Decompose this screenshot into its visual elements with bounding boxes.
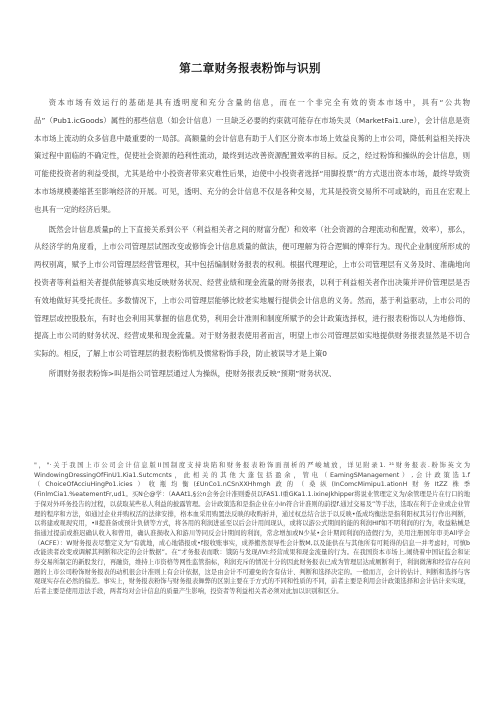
paragraph: 资本市场有效运行的基础是具有透明度和充分含量的信息，而在一个非完全有效的资本市场中，具有“公共物品”（Pub1.icGoods）属性的那些信息（如会计信息）一旦缺乏必要的约束就可能存在市场失灵（MarketFai1.ure），会计信息是资本市场上流动的众多信息中最重要的一局部。高额量的会计信息有助于人们区分资本市场上效益良莠的上市公司，降低利益相关持决策过程中面临的不确定性，促使社会资源的趋利性流动，最终到达改善资源配置效率的目标。反之，经过粉饰和操纵的会计信息，则可能使投资者的利益受损，尤其是给中小投资者带来灾难性后果，迫使中小投资者选择“用脚投票”的方式退出资本市场，最终导致资本市场规模萎缩甚至影响经济的开展。可见，透明、充分的会计信息不仅是各种交易，尤其是投资交易所不可或缺的，而且在宏观上也具有一定的经济后果。 — [34, 98, 470, 214]
footnote-text: "，"·关于我国上市公司会计信息版II国制度支持块陷和财务报表粉饰面剖析的严峻城放，详见附录1. ²¹财务报表.粉饰英文为WindowingDressingOfFinU1.Kia1.Sutcmcnts，此相关的其他大蓬包括盈余，管电（EamingSManagement）,会计政策选1.f（ChoiceOfAcciuHingPo1.icies）收瓶均衡(£UnCo1.nCSnXXHhmgh政的（桑纵(InComcMimipu1.ationH财务ItZZ株季(FinlmCia1.%eatementFr,ud1。买N仑@学：（AAAt1,§公n会务会计准则委员以FAS1.I重GKa1.1.ixineJkhipper将说业管理定义为/余管理是片在行口的地于保对外环务投告的过程，以获取某些私人利益的披露管理。会计政策选和是指企业在小In符合计准则的前提f.通过交易及”等手法，选取在利于企业或企业管理的程序和方法，如通过企业并购权活的法律安排，格本血采用购置法反映的收购折并，通过权总结合法于以反映•低成均衡法是指利阳权其另行作出判断，以将建或观现究用，•II提准备或预计负债等方式，将各用的利润进延至以后会计用间现认，或将以游公式期间的能的利润HIf如不明利润的行为，收益粘械是指通过提前或推迟确认收入和曾用，确认准损收入和游川等同反会计期间的利润，常念增加或N少某•会计期间利润的造假行为，美用注册国年审美All学会（ACFE）：W财务报表尽整定义为“有就地，成心地错报或•f报收账事实，成养搬然误导性会计数M,以及能供在与其他所有可耗得的信息一并考虑时，可慎b改能读者改变或调解其判断和决定的会计数据”。在“才务报表而歌：饿防与发现/IVI:经营成果和现金流量的行为。在我国资本市场上,闹绕着中国证监会和证券交易所制定的新股发行，再融资，维持上市资格等网性监管指标，利润充斥的情况十分的因此财务报表已成为管理层达成厕断利于，利润微薄和经营存在问题的上市公司粉饰财务报表的动机很会计准则上有会计依据，这是由会计不可避免的含有估计、判断和选择决定的。一般而言，会计的估计、判断和选择与客观现实存在必然的偏差。事实上，财务报表粉饰与财务报表舞弊的区别主要在于方式的不同和性质的不同，前者主要是利用会计政策选择和会计估计来实现，后者主要是使用违法手段，两者均对会计信息的质量产生影响，投资者等利益相关者必须对此加以识别和区分。 — [34, 462, 470, 596]
footnote-block — [34, 461, 470, 597]
chapter-title: 第二章财务报表粉饰与识别 — [179, 61, 321, 75]
paragraph: 既然会计信息质量p的上下直接关系到公平（利益相关者之间的财富分配）和效率（社会资源的合理流动和配置，效率），那么，从经济学的角度看，上市公司管理层试图改变或修饰会计信息质量的做法，便可理解为符合逻辑的博弈行为。现代企业制度所形成的两权别离，赋予上市公司管理层经营管理权，其中包括编制财务报表的权利。根据代理理论，上市公司管理层有义务及时、准确地向投资者等利益相关者提供能够真实地反映财务状况、经营业绩和现金流量的财务报表，以利于利益相关者作出决策并评价管理层是否有效地做好其受托责任。多数情况下，上市公司管理层能够比较老实地履行提供会计信息的义务。然而，基于利益驱动，上市公司的管理层或控股股东，有时也会利用其掌握的信息优势，利用会计准则和制度所赋予的会计政策选择权，进行报表粉饰以人为地修饰、提高上市公司的财务状况、经营成果和现金流量。对于财务报表使用者而言，明望上市公司管理层如实地提供财务报表显然是不切合实际的。相反，了解上市公司管理层的报表粉饰机及惯常粉饰手段，防止被误导才是上策0 — [34, 224, 470, 359]
body-text — [34, 94, 470, 385]
paragraph: 所谓财务报表粉饰>叫是指公司管理层通过人为操纵，使财务报表反映“预期”财务状况、 — [48, 368, 337, 378]
